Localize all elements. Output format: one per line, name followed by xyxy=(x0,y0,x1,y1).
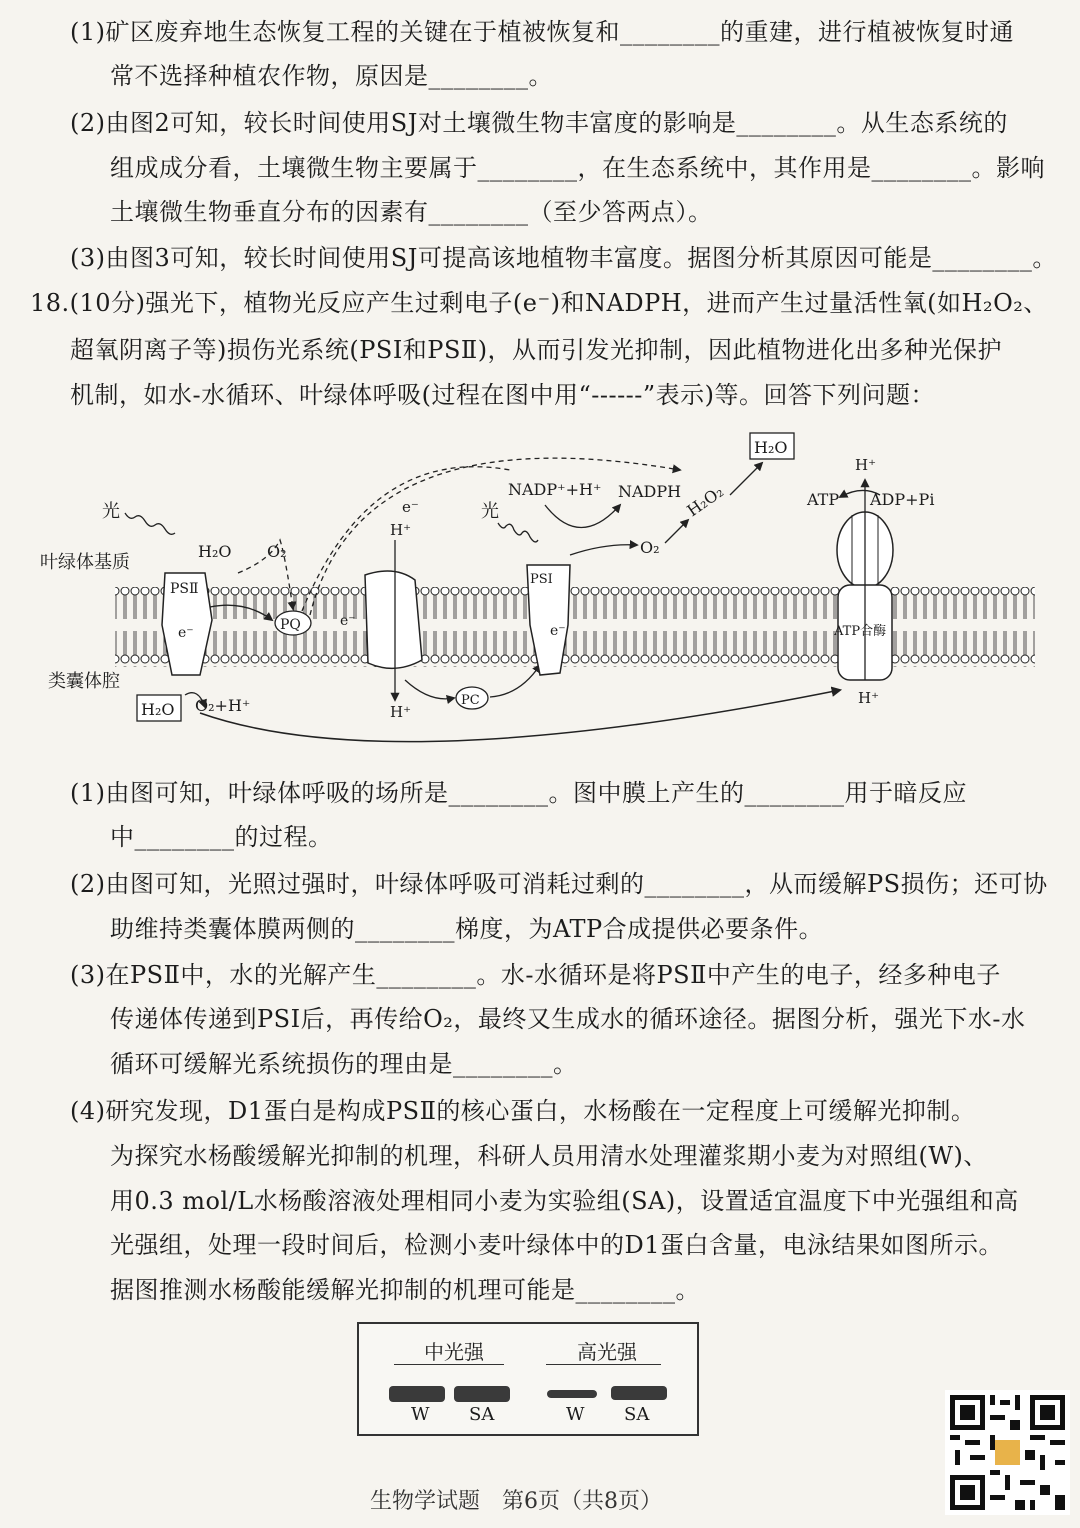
lane-label: SA xyxy=(469,1404,495,1425)
text-line: (2)由图可知，光照过强时，叶绿体呼吸可消耗过剩的________，从而缓解PS损伤；还可协 xyxy=(70,870,1048,898)
thylakoid-membrane xyxy=(115,587,1035,667)
hplus-stroma-label: H⁺ xyxy=(390,521,411,539)
high-light-label: 高光强 xyxy=(577,1340,637,1364)
hplus-in-label: H⁺ xyxy=(858,689,879,707)
band-high-w xyxy=(547,1390,597,1398)
band-high-sa xyxy=(611,1386,667,1400)
o2-top-label: O₂ xyxy=(267,542,287,561)
text-line: 循环可缓解光系统损伤的理由是________。 xyxy=(110,1050,578,1078)
h2o-product-label: H₂O xyxy=(754,438,788,457)
photosynthesis-diagram xyxy=(40,425,1050,765)
light-psi-label: 光 xyxy=(481,501,499,522)
text-line: 机制，如水-水循环、叶绿体呼吸(过程在图中用“------”表示)等。回答下列问题： xyxy=(70,381,936,409)
nadph-label: NADPH xyxy=(618,482,682,501)
o2-psi-label: O₂ xyxy=(640,538,660,557)
atpase-label: ATP合酶 xyxy=(834,624,887,639)
electron-label-top: e⁻ xyxy=(402,498,419,516)
text-line: (1)由图可知，叶绿体呼吸的场所是________。图中膜上产生的________用于暗反应 xyxy=(70,779,967,807)
psii-label: PSⅡ xyxy=(170,581,199,597)
atp-label: ATP xyxy=(807,490,840,509)
psii-electron: e⁻ xyxy=(178,625,194,641)
band-medium-sa xyxy=(454,1386,510,1402)
text-line: 18.(10分)强光下，植物光反应产生过剩电子(e⁻)和NADPH，进而产生过量活性氧(如H₂O₂、 xyxy=(30,289,1048,317)
electrophoresis-figure xyxy=(357,1322,699,1436)
text-line: (2)由图2可知，较长时间使用SJ对土壤微生物丰富度的影响是________。从生态系统的 xyxy=(70,109,1008,137)
o2h-label: O₂+H⁺ xyxy=(195,696,251,715)
group-underline xyxy=(394,1364,504,1365)
text-line: 超氧阴离子等)损伤光系统(PSⅠ和PSⅡ)，从而引发光抑制，因此植物进化出多种光保护 xyxy=(70,336,1003,364)
pq-electron: e⁻ xyxy=(340,613,356,629)
text-line: (4)研究发现，D1蛋白是构成PSⅡ的核心蛋白，水杨酸在一定程度上可缓解光抑制。 xyxy=(70,1097,976,1125)
qr-code-image xyxy=(945,1390,1070,1515)
medium-light-label: 中光强 xyxy=(424,1340,484,1364)
pc-label: PC xyxy=(461,693,480,708)
band-medium-w xyxy=(389,1386,445,1402)
text-line: (3)由图3可知，较长时间使用SJ可提高该地植物丰富度。据图分析其原因可能是________。 xyxy=(70,244,1057,272)
hplus-lumen-label: H⁺ xyxy=(390,703,411,721)
light-label: 光 xyxy=(102,501,120,522)
hplus-out-label: H⁺ xyxy=(855,456,876,474)
psi-label: PSⅠ xyxy=(530,572,553,587)
page-footer: 生物学试题 第6页（共8页） xyxy=(370,1489,662,1514)
adp-label: ADP+Pi xyxy=(870,490,935,509)
text-line: 光强组，处理一段时间后，检测小麦叶绿体中的D1蛋白含量，电泳结果如图所示。 xyxy=(110,1231,1004,1259)
text-line: 土壤微生物垂直分布的因素有________（至少答两点）。 xyxy=(110,198,713,226)
lane-label: SA xyxy=(624,1404,650,1425)
stroma-label: 叶绿体基质 xyxy=(40,552,130,573)
text-line: 传递体传递到PSⅠ后，再传给O₂，最终又生成水的循环途径。据图分析，强光下水-水 xyxy=(110,1005,1026,1033)
pq-label: PQ xyxy=(280,617,301,633)
h2o-lumen-label: H₂O xyxy=(141,700,175,719)
group-underline xyxy=(546,1364,661,1365)
light-wave-icon xyxy=(125,513,175,534)
h2o-top-label: H₂O xyxy=(198,542,232,561)
cytochrome-complex xyxy=(365,571,422,668)
nadp-label: NADP⁺+H⁺ xyxy=(508,480,602,499)
text-line: 为探究水杨酸缓解光抑制的机理，科研人员用清水处理灌浆期小麦为对照组(W)、 xyxy=(110,1142,988,1170)
proton-gradient-arc xyxy=(200,690,840,742)
text-line: 据图推测水杨酸能缓解光抑制的机理可能是________。 xyxy=(110,1276,700,1304)
psi-electron: e⁻ xyxy=(550,623,566,639)
text-line: (3)在PSⅡ中，水的光解产生________。水-水循环是将PSⅡ中产生的电子，经多种电子 xyxy=(70,961,1001,989)
text-line: 组成成分看，土壤微生物主要属于________，在生态系统中，其作用是________。影响 xyxy=(110,154,1045,182)
text-line: 助维持类囊体膜两侧的________梯度，为ATP合成提供必要条件。 xyxy=(110,915,824,943)
text-line: (1)矿区废弃地生态恢复工程的关键在于植被恢复和________的重建，进行植被恢复时通 xyxy=(70,18,1014,46)
text-line: 用0.3 mol/L水杨酸溶液处理相同小麦为实验组(SA)，设置适宜温度下中光强组和高 xyxy=(110,1187,1019,1215)
lane-label: W xyxy=(411,1404,430,1425)
lane-label: W xyxy=(566,1404,585,1425)
text-line: 中________的过程。 xyxy=(110,823,333,851)
h2o2-label: H₂O₂ xyxy=(683,481,727,521)
lumen-label: 类囊体腔 xyxy=(48,671,120,692)
text-line: 常不选择种植农作物，原因是________。 xyxy=(110,62,553,90)
